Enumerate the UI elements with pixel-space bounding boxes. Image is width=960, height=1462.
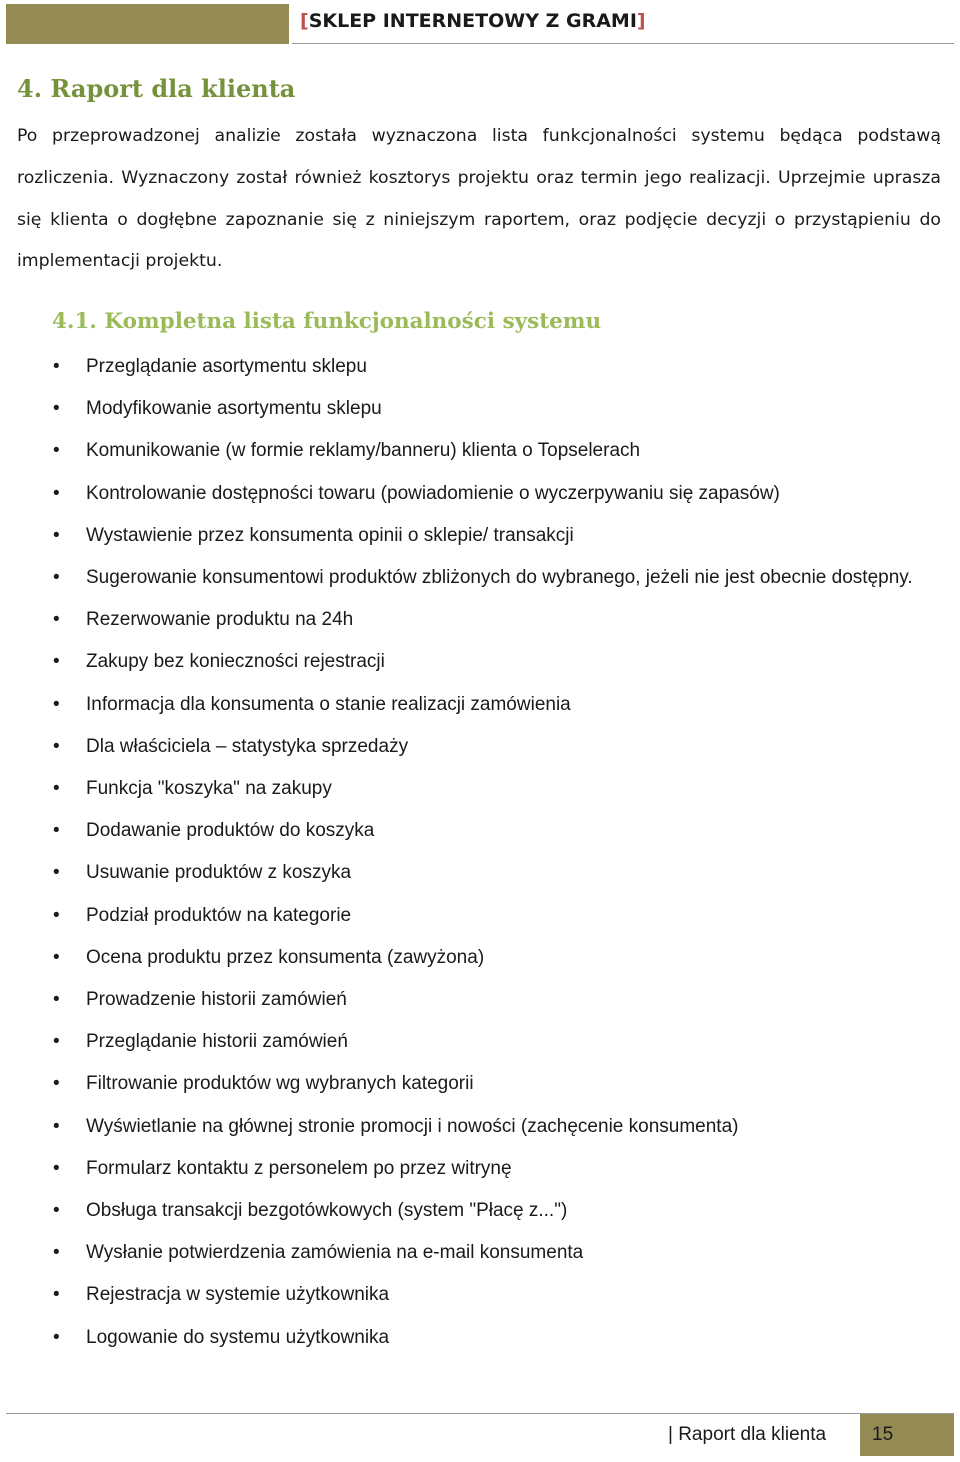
page-number: 15 — [872, 1424, 894, 1445]
list-item — [0, 1232, 941, 1274]
subsection-heading: 4.1. Kompletna lista funkcjonalności systemu — [52, 309, 602, 334]
bullet-icon: • — [53, 356, 60, 377]
bullet-icon: • — [53, 609, 60, 631]
list-item — [0, 1021, 941, 1063]
header-divider — [292, 43, 954, 44]
list-item-text: Przeglądanie asortymentu sklepu — [86, 356, 367, 377]
section-heading: 4. Raport dla klienta — [17, 74, 296, 103]
list-item — [0, 557, 941, 599]
list-item-text: Usuwanie produktów z koszyka — [86, 862, 352, 884]
list-item — [0, 1063, 941, 1105]
list-item — [0, 979, 941, 1021]
list-item-text: Kontrolowanie dostępności towaru (powiadomienie o wyczerpywaniu się zapasów) — [86, 482, 780, 504]
bullet-icon: • — [53, 735, 60, 757]
footer-section-label: | Raport dla klienta — [668, 1424, 827, 1445]
bullet-icon: • — [53, 398, 60, 420]
list-item-text: Komunikowanie (w formie reklamy/banneru) klienta o Topselerach — [86, 440, 641, 462]
list-item — [0, 1190, 941, 1232]
list-item — [0, 641, 941, 683]
bullet-icon: • — [53, 567, 60, 589]
bullet-icon: • — [53, 1284, 60, 1306]
list-item-text: Prowadzenie historii zamówień — [86, 989, 347, 1011]
bullet-icon: • — [53, 440, 60, 462]
list-item-text: Obsługa transakcji bezgotówkowych (system "Płacę z...") — [86, 1200, 568, 1222]
list-item — [0, 1106, 941, 1148]
list-item-text: Ocena produktu przez konsumenta (zawyżona) — [86, 946, 485, 968]
bullet-icon: • — [53, 1200, 60, 1222]
list-item — [0, 1148, 941, 1190]
document-header-title — [300, 10, 646, 32]
list-item-text: Logowanie do systemu użytkownika — [86, 1326, 390, 1348]
list-item-text: Wyświetlanie na głównej stronie promocji i nowości (zachęcenie konsumenta) — [86, 1115, 739, 1137]
list-item-text: Sugerowanie konsumentowi produktów zbliżonych do wybranego, jeżeli nie jest obecnie dostępny. — [86, 567, 913, 589]
list-item — [0, 1274, 941, 1316]
list-item — [0, 937, 941, 979]
list-item — [0, 810, 941, 852]
list-item — [0, 852, 941, 894]
list-item — [0, 684, 941, 726]
list-item — [0, 473, 941, 515]
list-item — [0, 346, 941, 388]
list-item — [0, 515, 941, 557]
bullet-icon: • — [53, 946, 60, 968]
bullet-icon: • — [53, 693, 60, 715]
list-item-text: Zakupy bez konieczności rejestracji — [86, 651, 385, 673]
list-item-text: Dodawanie produktów do koszyka — [86, 820, 375, 842]
list-item-text: Rejestracja w systemie użytkownika — [86, 1284, 390, 1306]
header-accent-bar — [6, 4, 289, 44]
list-item — [0, 599, 941, 641]
bullet-icon: • — [53, 989, 60, 1011]
list-item — [0, 768, 941, 810]
list-item-text: Informacja dla konsumenta o stanie realizacji zamówienia — [86, 693, 571, 715]
header-title-text: SKLEP INTERNETOWY Z GRAMI — [308, 10, 637, 32]
footer-divider — [6, 1413, 954, 1414]
list-item-text: Rezerwowanie produktu na 24h — [86, 609, 354, 631]
bullet-icon: • — [53, 820, 60, 842]
bullet-icon: • — [53, 1326, 60, 1348]
feature-list — [0, 346, 960, 1359]
bullet-icon: • — [53, 904, 60, 926]
list-item-text: Wysłanie potwierdzenia zamówienia na e-mail konsumenta — [86, 1242, 584, 1264]
bullet-icon: • — [53, 1031, 60, 1053]
bullet-icon: • — [53, 1073, 60, 1095]
bullet-icon: • — [53, 482, 60, 504]
list-item — [0, 1317, 941, 1359]
list-item-text: Przeglądanie historii zamówień — [86, 1031, 348, 1053]
bullet-icon: • — [53, 778, 60, 800]
list-item-text: Filtrowanie produktów wg wybranych kategorii — [86, 1073, 474, 1095]
header-bracket-close: ] — [636, 10, 646, 32]
list-item-text: Podział produktów na kategorie — [86, 904, 352, 926]
bullet-icon: • — [53, 1242, 60, 1264]
list-item — [0, 895, 941, 937]
list-item — [0, 726, 941, 768]
list-item — [0, 430, 941, 472]
list-item-text: Formularz kontaktu z personelem po przez witrynę — [86, 1157, 512, 1179]
header-bracket-open: [ — [300, 10, 309, 32]
bullet-icon: • — [53, 1115, 60, 1137]
bullet-icon: • — [53, 524, 60, 546]
bullet-icon: • — [53, 862, 60, 884]
intro-paragraph: Po przeprowadzonej analizie została wyznaczona lista funkcjonalności systemu będąca podstawą rozliczenia. Wyznaczony został również kosztorys projektu oraz termin jego realizacji. Uprzejmie uprasza się klienta o dogłębne zapoznanie się z niniejszym raportem, oraz podjęcie decyzji o przystąpieniu do implementacji projektu. — [17, 126, 941, 272]
list-item-text: Modyfikowanie asortymentu sklepu — [86, 398, 382, 420]
list-item — [0, 388, 941, 430]
bullet-icon: • — [53, 651, 60, 673]
list-item-text: Funkcja "koszyka" na zakupy — [86, 778, 332, 800]
list-item-text: Wystawienie przez konsumenta opinii o sklepie/ transakcji — [86, 524, 574, 546]
list-item-text: Dla właściciela – statystyka sprzedaży — [86, 735, 409, 757]
bullet-icon: • — [53, 1157, 60, 1179]
